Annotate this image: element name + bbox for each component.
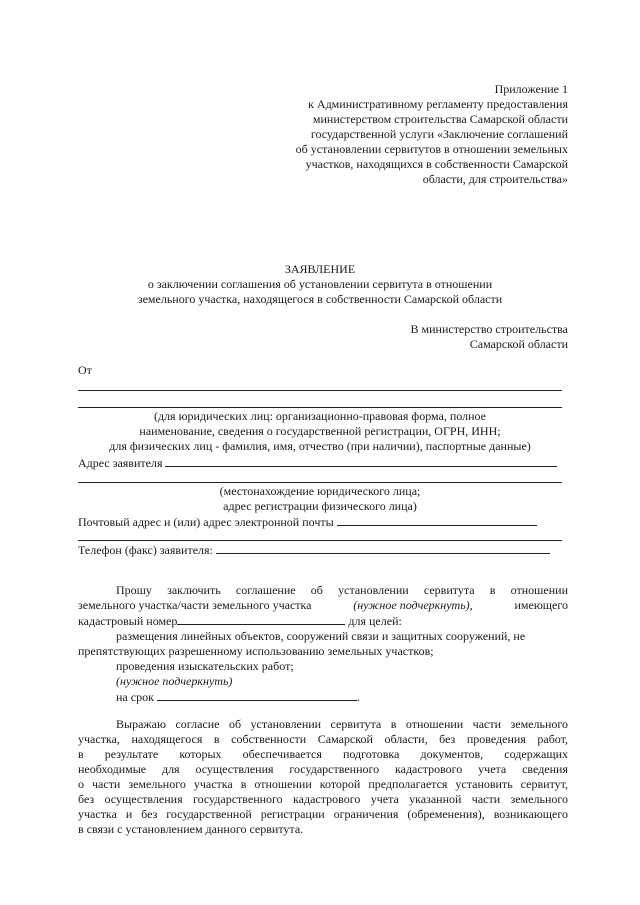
from-label: От	[78, 363, 92, 377]
appendix-line: министерством строительства Самарской области	[312, 112, 568, 126]
request-line: кадастровый номер для целей:	[78, 614, 402, 628]
consent-line: без осуществления государственного кадастрового учета указанной части земельного	[78, 792, 568, 806]
appendix-line: к Административному регламенту предоставления	[308, 97, 568, 111]
document-title	[60, 262, 580, 307]
consent-section	[78, 717, 568, 837]
consent-line: о части земельного участка в отношении которой предполагается установить сервитут,	[78, 777, 568, 791]
title-line: о заключении соглашения об установлении сервитута в отношении	[147, 277, 493, 291]
address-hint	[60, 484, 580, 514]
hint-line: (местонахождение юридического лица;	[219, 484, 421, 498]
postal-field-line-2[interactable]	[78, 540, 562, 541]
address-label: Адрес заявителя	[78, 456, 163, 470]
address-field[interactable]	[165, 455, 557, 467]
postal-label: Почтовый адрес и (или) адрес электронной почты	[78, 515, 334, 529]
hint-line: адрес регистрации физического лица)	[223, 499, 417, 513]
request-line: земельного участка/части земельного участка (нужное подчеркнуть), имеющего	[78, 598, 568, 612]
applicant-hint	[60, 409, 580, 454]
request-section	[78, 583, 568, 705]
phone-row	[78, 542, 568, 558]
phone-field[interactable]	[216, 542, 550, 554]
phone-label: Телефон (факс) заявителя:	[78, 543, 213, 557]
request-option: препятствующих разрешенному использованию земельных участков;	[78, 644, 434, 658]
term-row: на срок .	[116, 690, 360, 704]
postal-field[interactable]	[337, 514, 537, 526]
term-field[interactable]	[157, 689, 357, 701]
request-line: Прошу заключить соглашение об установлении сервитута в отношении	[116, 583, 568, 597]
cadastral-number-field[interactable]	[177, 613, 345, 625]
consent-line: Выражаю согласие об установлении сервитута в отношении части земельного	[116, 717, 568, 731]
consent-line: в результате которых обеспечивается подготовка документов, содержащих	[78, 747, 568, 761]
addressee-line: В министерство строительства	[410, 322, 568, 336]
consent-line: участка и без государственной регистрации ограничения (обременения), возникающего	[78, 807, 568, 821]
title-heading: ЗАЯВЛЕНИЕ	[284, 262, 356, 276]
consent-line: участка, находящегося в собственности Самарской области, без проведения работ,	[78, 732, 568, 746]
request-note: (нужное подчеркнуть)	[116, 674, 233, 688]
request-option: размещения линейных объектов, сооружений связи и защитных сооружений, не	[116, 629, 526, 643]
address-field-line-2[interactable]	[78, 482, 562, 483]
appendix-block	[208, 82, 568, 187]
consent-line: в связи с установлением данного сервитута.	[78, 822, 304, 836]
addressee-line: Самарской области	[469, 337, 568, 351]
hint-line: для физических лиц - фамилия, имя, отчество (при наличии), паспортные данные)	[109, 439, 531, 453]
postal-row	[78, 514, 568, 530]
addressee-block	[268, 322, 568, 352]
hint-line: (для юридических лиц: организационно-правовая форма, полное	[153, 409, 487, 423]
applicant-field-line-2[interactable]	[78, 407, 562, 408]
address-row	[78, 455, 568, 471]
hint-line: наименование, сведения о государственной регистрации, ОГРН, ИНН;	[139, 424, 501, 438]
consent-line: необходимые для осуществления государственного кадастрового учета сведения	[78, 762, 568, 776]
appendix-line: государственной услуги «Заключение соглашений	[310, 127, 568, 141]
appendix-line: области, для строительства»	[422, 172, 568, 186]
title-line: земельного участка, находящегося в собственности Самарской области	[137, 292, 503, 306]
appendix-line: об установлении сервитутов в отношении земельных	[295, 142, 568, 156]
appendix-line: участков, находящихся в собственности Самарской	[305, 157, 568, 171]
applicant-field-line-1[interactable]	[78, 390, 562, 391]
request-option: проведения изыскательских работ;	[116, 659, 294, 673]
appendix-line: Приложение 1	[494, 82, 568, 96]
